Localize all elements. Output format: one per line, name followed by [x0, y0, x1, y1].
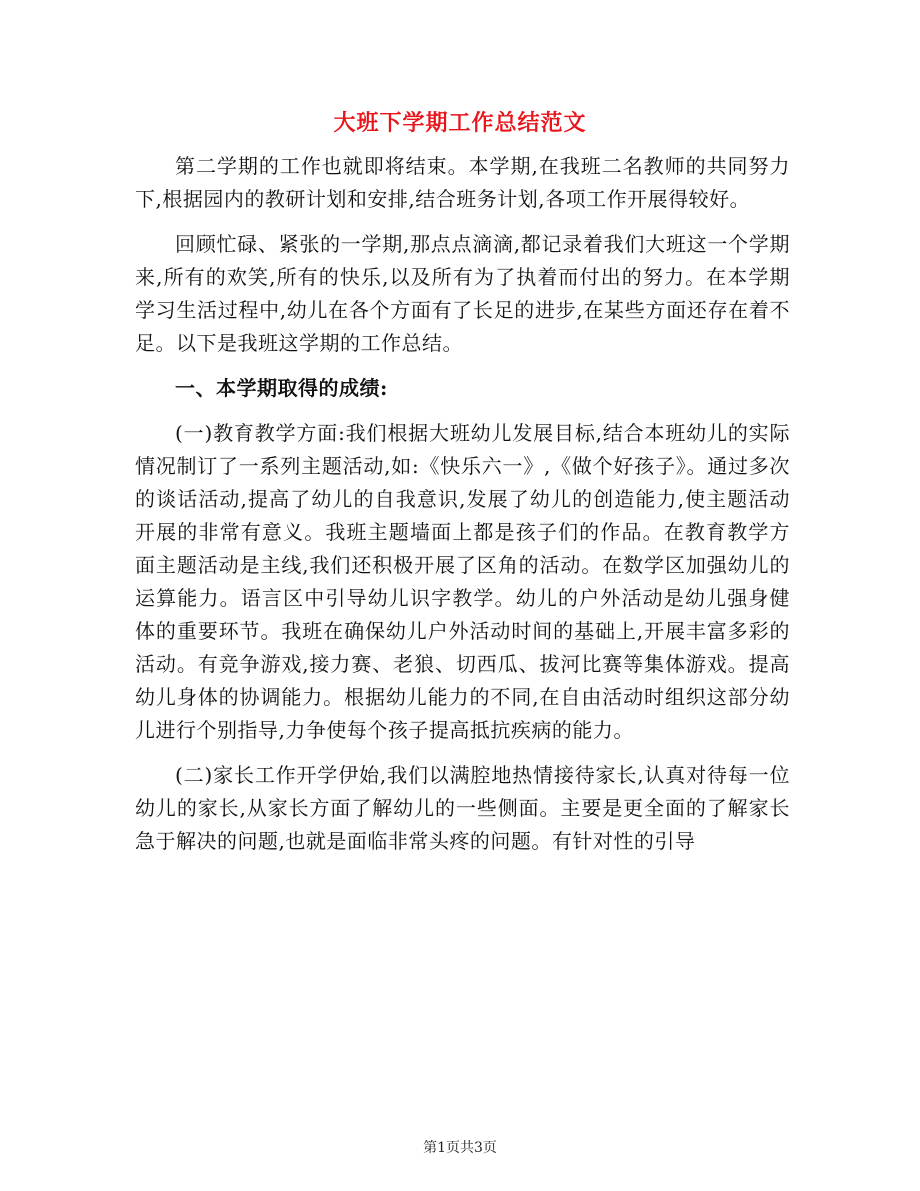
paragraph-intro: 第二学期的工作也就即将结束。本学期,在我班二名教师的共同努力下,根据园内的教研计划和安排,结合班务计划,各项工作开展得较好。: [135, 154, 790, 211]
paragraph-teaching: (一)教育教学方面:我们根据大班幼儿发展目标,结合本班幼儿的实际情况制订了一系列主题活动,如:《快乐六一》,《做个好孩子》。通过多次的谈话活动,提高了幼儿的自我意识,发展了幼儿的创造能力,使主题活动开展的非常有意义。我班主题墙面上都是孩子们的作品。在教育教学方面主题活动是主线,我们还积极开展了区角的活动。在数学区加强幼儿的运算能力。语言区中引导幼儿识字教学。幼儿的户外活动是幼儿强身健体的重要环节。我班在确保幼儿户外活动时间的基础上,开展丰富多彩的活动。有竞争游戏,接力赛、老狼、切西瓜、拔河比赛等集体游戏。提高幼儿身体的协调能力。根据幼儿能力的不同,在自由活动时组织这部分幼儿进行个别指导,力争使每个孩子提高抵抗疾病的能力。: [135, 421, 790, 742]
paragraph-parents: (二)家长工作开学伊始,我们以满腔地热情接待家长,认真对待每一位幼儿的家长,从家长方面了解幼儿的一些侧面。主要是更全面的了解家长急于解决的问题,也就是面临非常头疼的问题。有针对性的引导: [135, 763, 790, 853]
section-heading-achievements: 一、本学期取得的成绩:: [175, 376, 388, 400]
page-number-footer: 第1页共3页: [423, 1140, 497, 1156]
paragraph-review: 回顾忙碌、紧张的一学期,那点点滴滴,都记录着我们大班这一个学期来,所有的欢笑,所有的快乐,以及所有为了执着而付出的努力。在本学期学习生活过程中,幼儿在各个方面有了长足的进步,在某些方面还存在着不足。以下是我班这学期的工作总结。: [135, 232, 790, 355]
document-body: [135, 150, 790, 870]
document-title: 大班下学期工作总结范文: [333, 110, 587, 136]
